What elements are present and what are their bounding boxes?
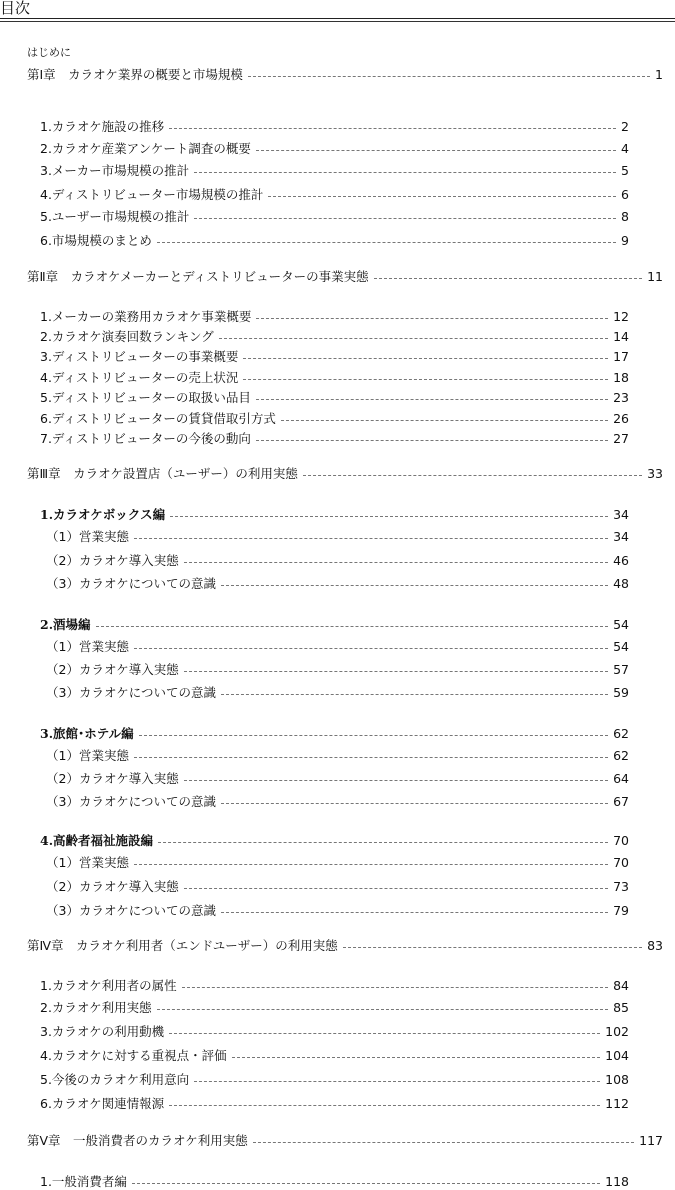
toc-subsection-row[interactable] (46, 769, 629, 787)
toc-page-number: 108 (605, 1071, 629, 1087)
toc-entry-label: 2.カラオケ演奏回数ランキング (40, 329, 214, 344)
toc-subsection-row[interactable] (46, 527, 629, 545)
toc-page-number: 85 (613, 999, 629, 1015)
toc-entry-label: （1）営業実態 (46, 748, 129, 763)
dot-leader (134, 538, 608, 539)
dot-leader (232, 1057, 600, 1058)
toc-entry-label: 6.カラオケ関連情報源 (40, 1096, 165, 1111)
toc-subsection-row[interactable] (46, 637, 629, 655)
toc-entry-label: （3）カラオケについての意識 (46, 576, 216, 591)
toc-entry-label: 1.カラオケボックス編 (40, 507, 166, 522)
toc-page-number: 117 (639, 1132, 663, 1148)
toc-page-number: 26 (613, 410, 629, 426)
dot-leader (253, 1142, 634, 1143)
dot-leader (132, 1183, 600, 1184)
dot-leader (134, 864, 608, 865)
toc-chapter-row[interactable] (27, 65, 663, 83)
toc-page-number: 79 (613, 902, 629, 918)
toc-page-number: 5 (621, 162, 629, 178)
toc-page-number: 64 (613, 770, 629, 786)
toc-section-row[interactable] (40, 388, 629, 406)
toc-subsection-row[interactable] (46, 683, 629, 701)
toc-entry-label: （3）カラオケについての意識 (46, 685, 216, 700)
dot-leader (182, 987, 608, 988)
intro-heading: はじめに (27, 46, 71, 59)
toc-subsection-row[interactable] (46, 901, 629, 919)
dot-leader (194, 1081, 600, 1082)
toc-page-number: 33 (647, 465, 663, 481)
toc-section-row[interactable] (40, 1070, 629, 1088)
toc-page-number: 73 (613, 878, 629, 894)
toc-entry-label: 1.カラオケ施設の推移 (40, 119, 165, 134)
toc-page-number: 54 (613, 638, 629, 654)
toc-entry-label: （1）営業実態 (46, 855, 129, 870)
toc-page-number: 11 (647, 268, 663, 284)
toc-entry-label: （2）カラオケ導入実態 (46, 662, 179, 677)
dot-leader (343, 947, 642, 948)
toc-section-row[interactable] (40, 1046, 629, 1064)
toc-page-number: 4 (621, 140, 629, 156)
toc-section-row[interactable] (40, 831, 629, 849)
toc-section-row[interactable] (40, 161, 629, 179)
dot-leader (221, 912, 608, 913)
dot-leader (139, 735, 608, 736)
toc-page-number: 54 (613, 616, 629, 632)
toc-entry-label: （3）カラオケについての意識 (46, 794, 216, 809)
toc-chapter-row[interactable] (27, 464, 663, 482)
toc-page-number: 46 (613, 552, 629, 568)
dot-leader (194, 218, 616, 219)
toc-section-row[interactable] (40, 976, 629, 994)
toc-section-row[interactable] (40, 409, 629, 427)
toc-section-row[interactable] (40, 1172, 629, 1190)
dot-leader (169, 1033, 600, 1034)
toc-page-number: 104 (605, 1047, 629, 1063)
toc-page-number: 14 (613, 328, 629, 344)
toc-section-row[interactable] (40, 185, 629, 203)
toc-section-row[interactable] (40, 1094, 629, 1112)
toc-entry-label: 7.ディストリビューターの今後の動向 (40, 431, 251, 446)
dot-leader (221, 585, 608, 586)
toc-page-number: 67 (613, 793, 629, 809)
dot-leader (221, 803, 608, 804)
toc-page-number: 1 (655, 66, 663, 82)
toc-subsection-row[interactable] (46, 792, 629, 810)
toc-section-row[interactable] (40, 307, 629, 325)
toc-page-number: 18 (613, 369, 629, 385)
toc-subsection-row[interactable] (46, 746, 629, 764)
toc-page-number: 17 (613, 348, 629, 364)
toc-page-number: 102 (605, 1023, 629, 1039)
dot-leader (243, 379, 608, 380)
toc-entry-label: 1.一般消費者編 (40, 1174, 127, 1189)
toc-subsection-row[interactable] (46, 853, 629, 871)
toc-entry-label: 4.ディストリビューター市場規模の推計 (40, 187, 264, 202)
toc-section-row[interactable] (40, 368, 629, 386)
dot-leader (194, 172, 616, 173)
toc-entry-label: 第Ⅳ章 カラオケ利用者（エンドユーザー）の利用実態 (27, 938, 338, 953)
dot-leader (184, 780, 608, 781)
toc-subsection-row[interactable] (46, 877, 629, 895)
dot-leader (256, 440, 608, 441)
toc-page-number: 118 (605, 1173, 629, 1189)
toc-entry-label: 6.市場規模のまとめ (40, 233, 152, 248)
toc-entry-label: （1）営業実態 (46, 639, 129, 654)
dot-leader (303, 475, 642, 476)
dot-leader (96, 626, 609, 627)
title-underline (0, 18, 675, 19)
toc-page-number: 2 (621, 118, 629, 134)
toc-entry-label: 5.ユーザー市場規模の推計 (40, 209, 190, 224)
toc-chapter-row[interactable] (27, 1131, 663, 1149)
dot-leader (169, 1105, 600, 1106)
dot-leader (221, 694, 608, 695)
toc-entry-label: 第Ⅲ章 カラオケ設置店（ユーザー）の利用実態 (27, 466, 298, 481)
toc-entry-label: 1.メーカーの業務用カラオケ事業概要 (40, 309, 252, 324)
page-title: 目次 (0, 0, 31, 17)
toc-section-row[interactable] (40, 117, 629, 135)
toc-page-number: 34 (613, 506, 629, 522)
toc-entry-label: 5.ディストリビューターの取扱い品目 (40, 390, 251, 405)
toc-entry-label: 2.カラオケ利用実態 (40, 1000, 152, 1015)
toc-entry-label: （3）カラオケについての意識 (46, 903, 216, 918)
toc-entry-label: （1）営業実態 (46, 529, 129, 544)
toc-page-number: 34 (613, 528, 629, 544)
toc-entry-label: 3.旅館･ホテル編 (40, 726, 134, 741)
dot-leader (134, 648, 608, 649)
dot-leader (268, 196, 616, 197)
dot-leader (243, 358, 608, 359)
toc-entry-label: 4.ディストリビューターの売上状況 (40, 370, 239, 385)
toc-section-row[interactable] (40, 505, 629, 523)
toc-page-number: 70 (613, 832, 629, 848)
toc-section-row[interactable] (40, 615, 629, 633)
toc-entry-label: 第Ⅰ章 カラオケ業界の概要と市場規模 (27, 67, 243, 82)
toc-section-row[interactable] (40, 139, 629, 157)
toc-entry-label: 1.カラオケ利用者の属性 (40, 978, 177, 993)
toc-entry-label: 4.カラオケに対する重視点・評価 (40, 1048, 227, 1063)
dot-leader (170, 516, 608, 517)
toc-page-number: 57 (613, 661, 629, 677)
toc-section-row[interactable] (40, 231, 629, 249)
toc-subsection-row[interactable] (46, 574, 629, 592)
toc-section-row[interactable] (40, 998, 629, 1016)
toc-page-number: 6 (621, 186, 629, 202)
toc-entry-label: 5.今後のカラオケ利用意向 (40, 1072, 190, 1087)
toc-page-number: 84 (613, 977, 629, 993)
toc-chapter-row[interactable] (27, 936, 663, 954)
dot-leader (158, 842, 608, 843)
dot-leader (256, 318, 608, 319)
toc-section-row[interactable] (40, 724, 629, 742)
toc-entry-label: 第Ⅱ章 カラオケメーカーとディストリビューターの事業実態 (27, 269, 369, 284)
toc-page-number: 59 (613, 684, 629, 700)
toc-page-number: 112 (605, 1095, 629, 1111)
dot-leader (169, 128, 616, 129)
toc-section-row[interactable] (40, 327, 629, 345)
dot-leader (374, 278, 642, 279)
toc-page-number: 27 (613, 430, 629, 446)
dot-leader (184, 562, 608, 563)
toc-section-row[interactable] (40, 347, 629, 365)
toc-subsection-row[interactable] (46, 551, 629, 569)
toc-page-number: 48 (613, 575, 629, 591)
title-underline-secondary (0, 21, 675, 22)
toc-section-row[interactable] (40, 429, 629, 447)
toc-entry-label: 3.メーカー市場規模の推計 (40, 163, 190, 178)
toc-page-number: 62 (613, 747, 629, 763)
toc-page-number: 9 (621, 232, 629, 248)
toc-chapter-row[interactable] (27, 267, 663, 285)
toc-entry-label: （2）カラオケ導入実態 (46, 879, 179, 894)
toc-page-number: 8 (621, 208, 629, 224)
toc-entry-label: 2.カラオケ産業アンケート調査の概要 (40, 141, 251, 156)
toc-entry-label: 3.ディストリビューターの事業概要 (40, 349, 239, 364)
dot-leader (184, 671, 608, 672)
toc-entry-label: （2）カラオケ導入実態 (46, 553, 179, 568)
toc-entry-label: 3.カラオケの利用動機 (40, 1024, 165, 1039)
dot-leader (281, 420, 608, 421)
dot-leader (157, 1009, 608, 1010)
toc-section-row[interactable] (40, 207, 629, 225)
toc-entry-label: 2.酒場編 (40, 617, 91, 632)
toc-entry-label: （2）カラオケ導入実態 (46, 771, 179, 786)
toc-subsection-row[interactable] (46, 660, 629, 678)
dot-leader (184, 888, 608, 889)
toc-entry-label: 4.高齢者福祉施設編 (40, 833, 154, 848)
toc-page-number: 23 (613, 389, 629, 405)
dot-leader (134, 757, 608, 758)
dot-leader (256, 150, 616, 151)
toc-entry-label: 6.ディストリビューターの賃貸借取引方式 (40, 411, 276, 426)
dot-leader (256, 399, 608, 400)
dot-leader (157, 242, 616, 243)
toc-page-number: 62 (613, 725, 629, 741)
dot-leader (248, 76, 650, 77)
toc-entry-label: 第Ⅴ章 一般消費者のカラオケ利用実態 (27, 1133, 248, 1148)
toc-page-number: 70 (613, 854, 629, 870)
toc-section-row[interactable] (40, 1022, 629, 1040)
dot-leader (219, 338, 608, 339)
toc-page-number: 83 (647, 937, 663, 953)
toc-page-number: 12 (613, 308, 629, 324)
